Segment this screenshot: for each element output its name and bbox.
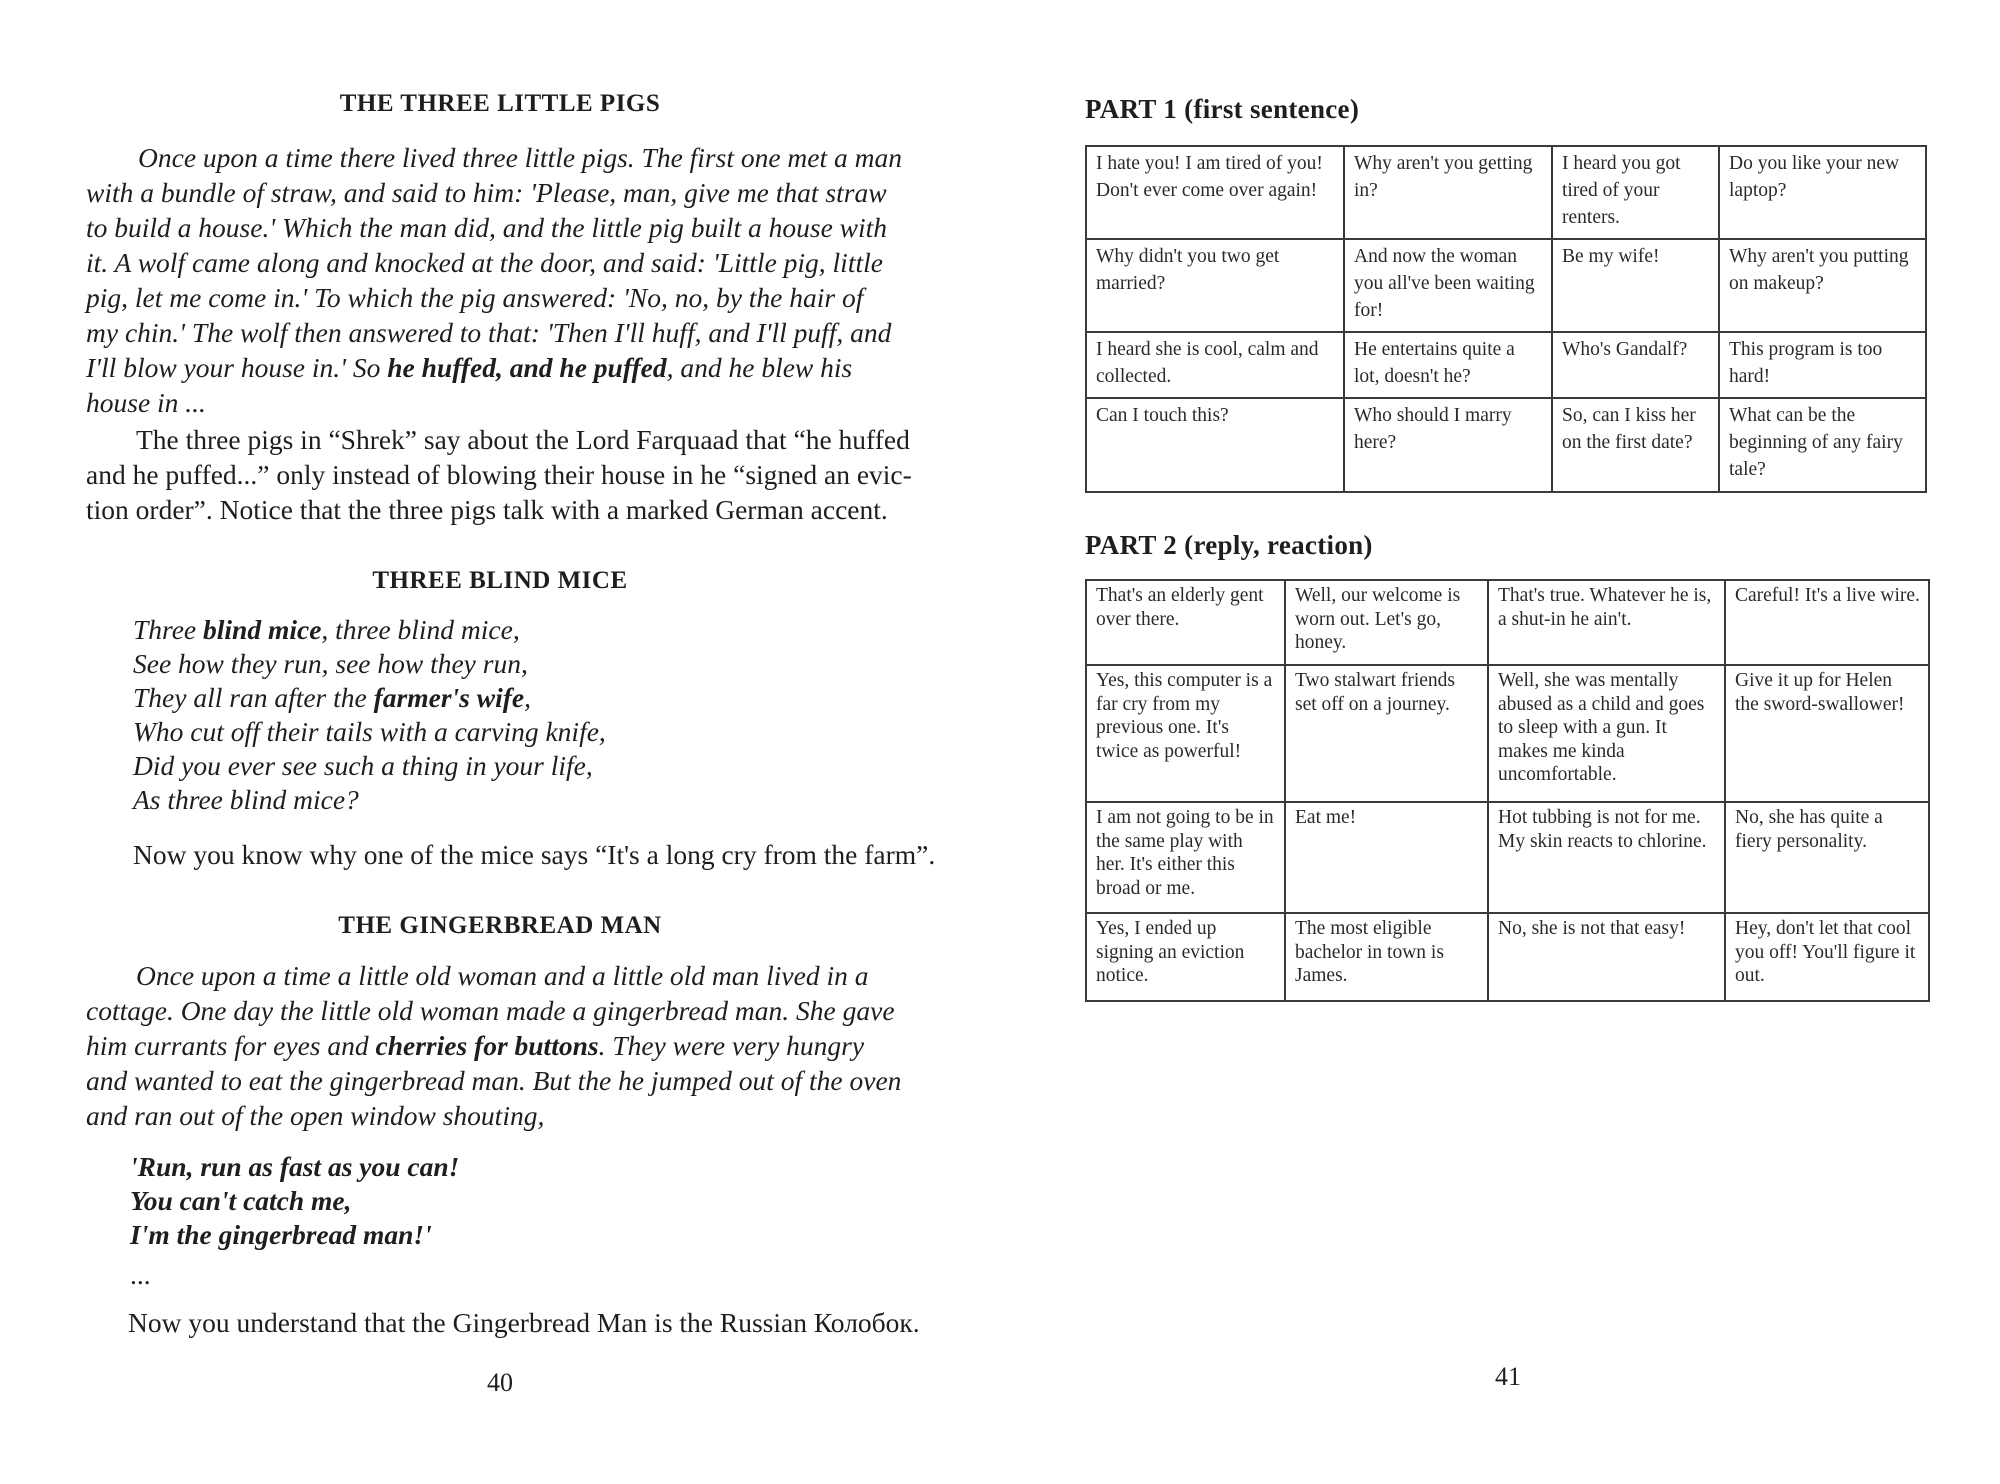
mice-verse (133, 613, 606, 817)
part2-cell: Careful! It's a live wire. (1725, 580, 1929, 665)
gingerbread-note: Now you understand that the Gingerbread Man is the Russian Колобок. (128, 1307, 920, 1338)
part1-cell: Who's Gandalf? (1552, 332, 1719, 398)
part1-row (1086, 398, 1926, 492)
part2-cell: No, she has quite a fiery personality. (1725, 802, 1929, 913)
pigs-note-line-1: The three pigs in “Shrek” say about the Lord Farquaad that “he huffed (136, 424, 910, 455)
mice-verse-line-3: They all ran after the farmer's wife, (133, 682, 531, 713)
mice-verse-line-6: As three blind mice? (133, 784, 359, 815)
part1-cell: Why aren't you putting on makeup? (1719, 239, 1926, 332)
right-page (1000, 0, 2000, 1484)
part2-row (1086, 665, 1929, 802)
part1-cell: What can be the beginning of any fairy tale? (1719, 398, 1926, 492)
part1-cell: I heard you got tired of your renters. (1552, 146, 1719, 239)
part2-cell: No, she is not that easy! (1488, 913, 1725, 1001)
page-number-left: 40 (487, 1368, 513, 1397)
mice-verse-line-5: Did you ever see such a thing in your life, (133, 750, 593, 781)
chant-line-3: I'm the gingerbread man!' (130, 1219, 432, 1250)
part2-cell: Give it up for Helen the sword-swallower! (1725, 665, 1929, 802)
part1-cell: Be my wife! (1552, 239, 1719, 332)
part1-title: PART 1 (first sentence) (1085, 94, 1360, 124)
part1-cell: And now the woman you all've been waiting for! (1344, 239, 1552, 332)
part2-row (1086, 580, 1929, 665)
part1-cell: Do you like your new laptop? (1719, 146, 1926, 239)
part2-row (1086, 802, 1929, 913)
part2-cell: Eat me! (1285, 802, 1488, 913)
heading-gingerbread-man: THE GINGERBREAD MAN (338, 912, 662, 939)
part1-cell: Why didn't you two get married? (1086, 239, 1344, 332)
part2-cell: Yes, I ended up signing an eviction notice. (1086, 913, 1285, 1001)
part2-title: PART 2 (reply, reaction) (1085, 530, 1373, 560)
part2-cell: Well, our welcome is worn out. Let's go, honey. (1285, 580, 1488, 665)
part1-cell: This program is too hard! (1719, 332, 1926, 398)
mice-verse-line-2: See how they run, see how they run, (133, 648, 528, 679)
pigs-story (86, 140, 934, 420)
gingerbread-chant (130, 1150, 459, 1252)
gingerbread-line-1: Once upon a time a little old woman and a little old man lived in a (136, 960, 869, 991)
pigs-story-line-3: to build a house.' Which the man did, and the little pig built a house with (86, 212, 888, 243)
pigs-story-line-8: house in ... (86, 387, 206, 418)
part1-cell: I hate you! I am tired of you! Don't ever come over again! (1086, 146, 1344, 239)
part1-cell: He entertains quite a lot, doesn't he? (1344, 332, 1552, 398)
pigs-story-line-1: Once upon a time there lived three little pigs. The first one met a man (138, 142, 902, 173)
part1-table (1085, 145, 1927, 493)
part2-cell: Well, she was mentally abused as a child and goes to sleep with a gun. It makes me kinda uncomfortable. (1488, 665, 1725, 802)
gingerbread-line-2: cottage. One day the little old woman made a gingerbread man. She gave (86, 995, 895, 1026)
gingerbread-line-3: him currants for eyes and cherries for buttons. They were very hungry (86, 1030, 865, 1061)
gingerbread-line-4: and wanted to eat the gingerbread man. But the he jumped out of the oven (86, 1065, 902, 1096)
part2-cell: Hey, don't let that cool you off! You'll figure it out. (1725, 913, 1929, 1001)
pigs-story-line-7: I'll blow your house in.' So he huffed, and he puffed, and he blew his (86, 352, 853, 383)
part2-table (1085, 579, 1930, 1002)
pigs-story-line-2: with a bundle of straw, and said to him: 'Please, man, give me that straw (86, 177, 887, 208)
pigs-story-line-5: pig, let me come in.' To which the pig answered: 'No, no, by the hair of (86, 282, 864, 313)
mice-verse-line-4: Who cut off their tails with a carving knife, (133, 716, 606, 747)
part1-cell: Can I touch this? (1086, 398, 1344, 492)
pigs-note-line-2: and he puffed...” only instead of blowing their house in he “signed an evic- (86, 459, 912, 490)
part1-cell: So, can I kiss her on the first date? (1552, 398, 1719, 492)
part1-cell: I heard she is cool, calm and collected. (1086, 332, 1344, 398)
part2-cell: The most eligible bachelor in town is James. (1285, 913, 1488, 1001)
heading-three-blind-mice: THREE BLIND MICE (372, 567, 628, 594)
part1-row (1086, 239, 1926, 332)
mice-verse-line-1: Three blind mice, three blind mice, (133, 614, 520, 645)
part2-cell: Hot tubbing is not for me. My skin reacts to chlorine. (1488, 802, 1725, 913)
heading-three-little-pigs: THE THREE LITTLE PIGS (339, 90, 661, 117)
part2-row (1086, 913, 1929, 1001)
chant-line-1: 'Run, run as fast as you can! (130, 1151, 460, 1182)
pigs-note (86, 422, 934, 527)
part1-row (1086, 332, 1926, 398)
part1-row (1086, 146, 1926, 239)
part2-cell: I am not going to be in the same play with her. It's either this broad or me. (1086, 802, 1285, 913)
gingerbread-line-5: and ran out of the open window shouting, (86, 1100, 545, 1131)
pigs-story-line-6: my chin.' The wolf then answered to that: 'Then I'll huff, and I'll puff, and (86, 317, 892, 348)
gingerbread-story (86, 958, 934, 1133)
pigs-story-line-4: it. A wolf came along and knocked at the door, and said: 'Little pig, little (86, 247, 883, 278)
part1-cell: Who should I marry here? (1344, 398, 1552, 492)
chant-line-2: You can't catch me, (130, 1185, 352, 1216)
part2-cell: Yes, this computer is a far cry from my previous one. It's twice as powerful! (1086, 665, 1285, 802)
part2-cell: That's an elderly gent over there. (1086, 580, 1285, 665)
page-number-right: 41 (1495, 1362, 1521, 1391)
gingerbread-ellipsis: ... (130, 1259, 151, 1290)
part2-cell: Two stalwart friends set off on a journey. (1285, 665, 1488, 802)
part1-cell: Why aren't you getting in? (1344, 146, 1552, 239)
part2-cell: That's true. Whatever he is, a shut-in he ain't. (1488, 580, 1725, 665)
pigs-note-line-3: tion order”. Notice that the three pigs talk with a marked German accent. (86, 494, 888, 525)
pigs-huffed-bold: he huffed, and he puffed (387, 352, 667, 383)
mice-note: Now you know why one of the mice says “It's a long cry from the farm”. (133, 839, 936, 870)
